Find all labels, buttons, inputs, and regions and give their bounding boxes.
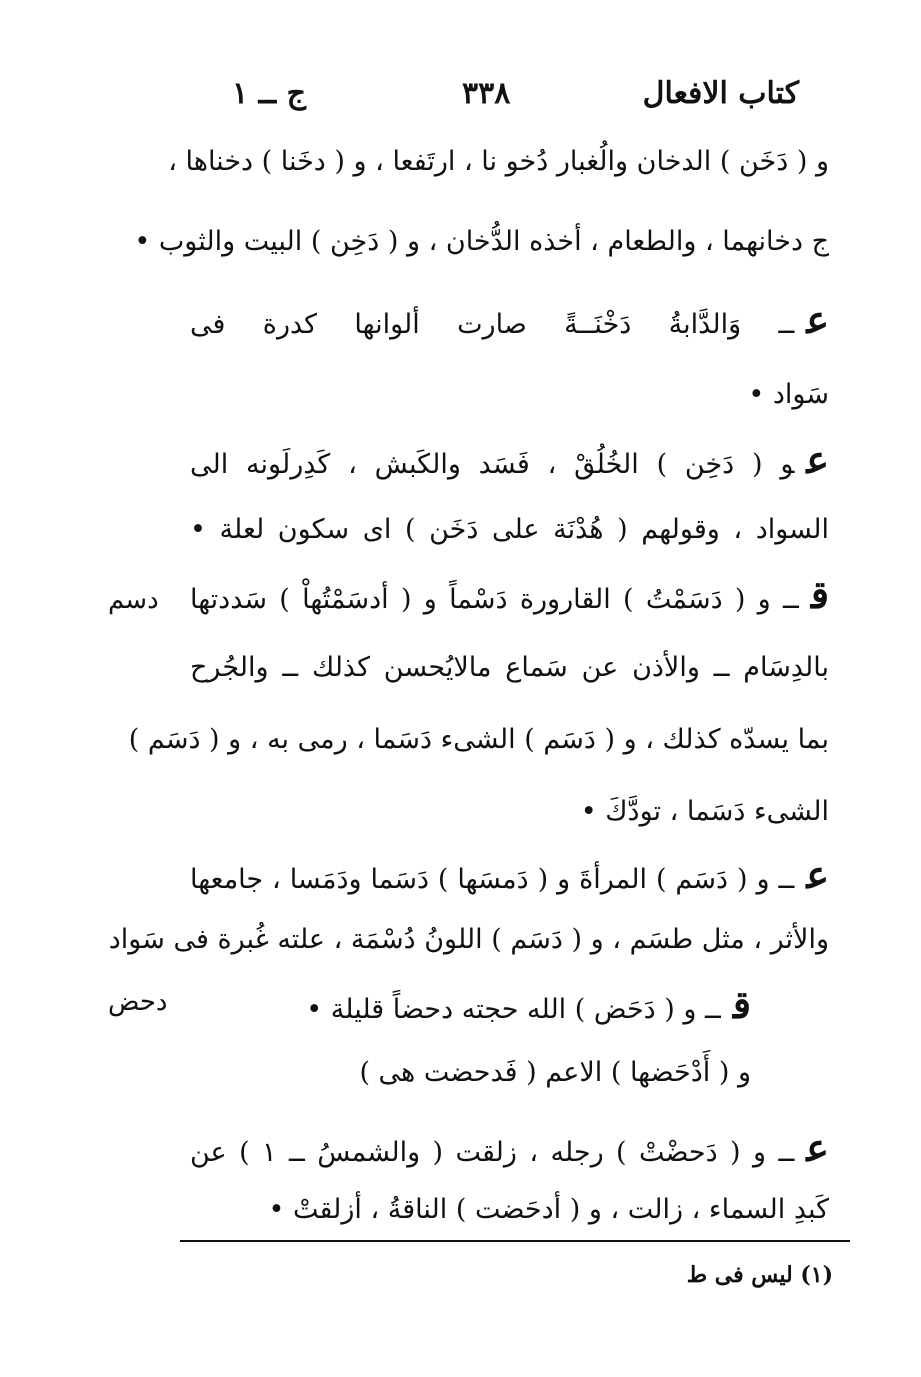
text-line: و ( أَدْحَضها ) الاعم ( فَدحضت هى ) (359, 1057, 751, 1088)
footnote-rule (180, 1240, 850, 1242)
margin-root-word: دحض (108, 987, 168, 1017)
source-letter: ع (806, 437, 829, 482)
text-line: السواد ، وقولهم ( هُدْنَة على دَخَن ) اى سكون لعلة • (190, 514, 829, 545)
text-line: قــ و ( دَسَمْتُ ) القارورة دَسْماً و ( أدسَمْتُهاْ ) سَددتها (190, 572, 829, 617)
text-line: سَواد • (748, 379, 829, 410)
source-letter: ق (810, 572, 829, 617)
text-line: قــ و ( دَحَض ) الله حجته دحضاً قليلة • (306, 982, 751, 1027)
margin-root-word: دسم (108, 585, 159, 615)
source-letter: ق (732, 982, 751, 1027)
text-line: ج دخانهما ، والطعام ، أخذه الدُّخان ، و ( دَخِن ) البيت والثوب • (134, 226, 829, 257)
text-line: كَبدِ السماء ، زالت ، و ( أدحَضت ) الناقةُ ، أزلقتْ • (268, 1194, 829, 1225)
page-number: ٣٣٨ (462, 76, 511, 111)
text-line: عو ( دَخِن ) الخُلُقْ ، فَسَد والكَبش ، كَدِرلَونه الى (190, 437, 829, 482)
text-line: والأثر ، مثل طسَم ، و ( دَسَم ) اللونُ دُسْمَة ، علته غُبرة فى سَواد (108, 924, 829, 955)
footnote: (١) ليس فى ط (686, 1262, 833, 1288)
text-line: عــ وَالدَّابةُ دَخْنَــةً صارت ألوانها كدرة فى (190, 297, 829, 342)
source-letter: ع (806, 297, 829, 342)
text-line: عــ و ( دَحضْتْ ) رجله ، زلقت ( والشمسُ ــ ١ ) عن (190, 1125, 829, 1170)
source-letter: ع (806, 1125, 829, 1170)
text-line: بالدِسَام ــ والأذن عن سَماع مالايُحسن كذلك ــ والجُرح (190, 652, 829, 683)
text-line: و ( دَخَن ) الدخان والُغبار دُخو نا ، ارتَفعا ، و ( دخَنا ) دخناها ، (168, 146, 829, 177)
text-line: الشىء دَسَما ، تودَّكَ • (580, 796, 829, 827)
volume-label: ج ــ ١ (232, 76, 306, 111)
running-title: كتاب الافعال (642, 76, 799, 111)
text-line: بما يسدّه كذلك ، و ( دَسَم ) الشىء دَسَما ، رمى به ، و ( دَسَم ) (128, 724, 829, 755)
source-letter: ع (806, 852, 829, 897)
text-line: عــ و ( دَسَم ) المرأةَ و ( دَمسَها ) دَسَما ودَمَسا ، جامعها (190, 852, 829, 897)
